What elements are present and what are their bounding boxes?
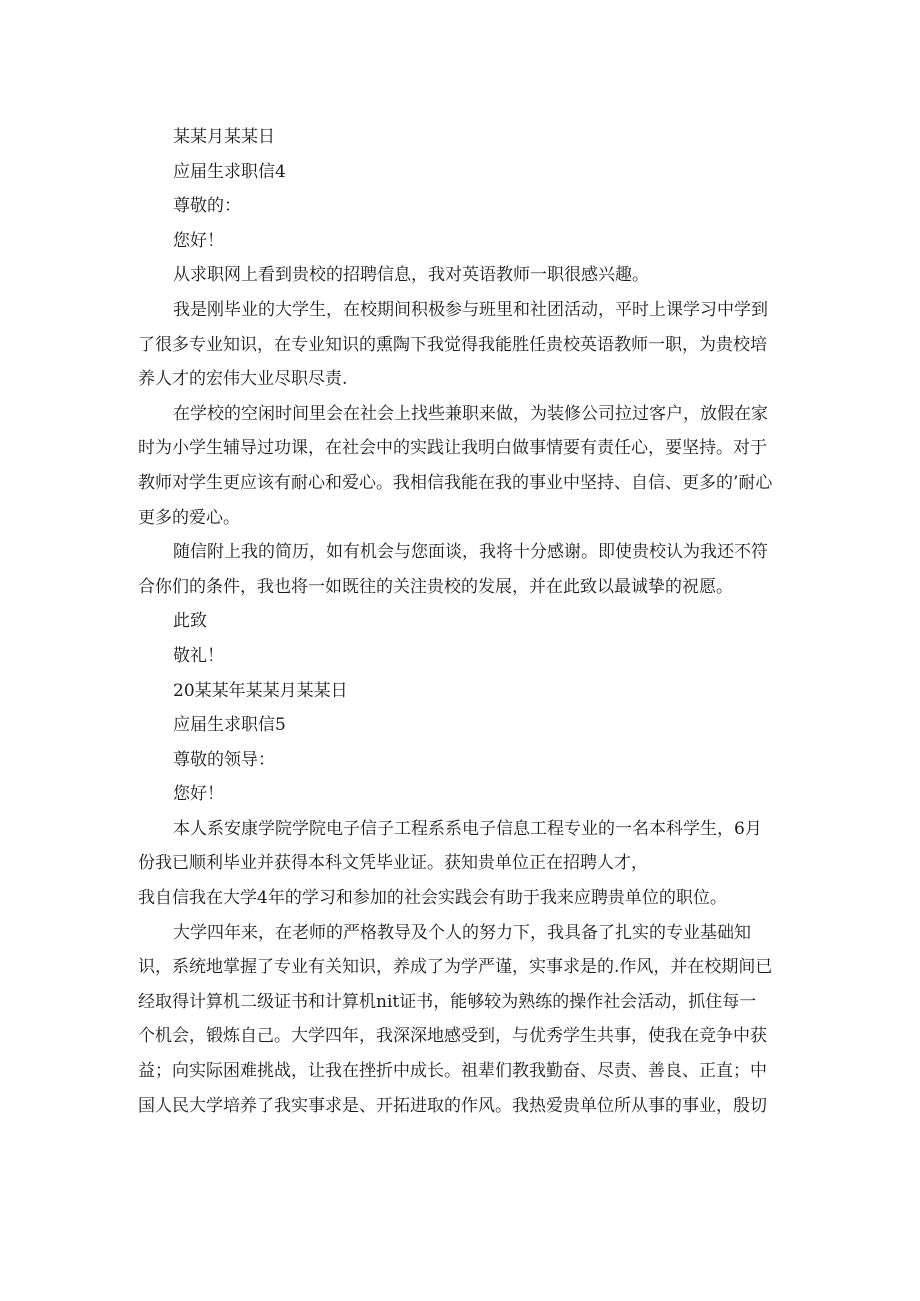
closing: 此致 xyxy=(173,611,207,632)
paragraph-line: 个机会，锻炼自己。大学四年，我深深地感受到，与优秀学生共事，使我在竞争中获 xyxy=(138,1026,767,1047)
paragraph-line: 随信附上我的简历，如有机会与您面谈，我将十分感谢。即使贵校认为我还不符 xyxy=(173,542,768,563)
paragraph-line: 教师对学生更应该有耐心和爱心。我相信我能在我的事业中坚持、自信、更多的’耐心 xyxy=(138,472,773,493)
greeting: 您好！ xyxy=(173,784,224,805)
paragraph-line: 国人民大学培养了我实事求是、开拓进取的作风。我热爱贵单位所从事的事业，殷切 xyxy=(138,1095,767,1116)
paragraph-line: 我是刚毕业的大学生，在校期间积极参与班里和社团活动，平时上课学习中学到 xyxy=(173,299,768,320)
date-line: 某某月某某日 xyxy=(173,127,275,147)
paragraph-line: 更多的爱心。 xyxy=(138,507,240,528)
paragraph-line: 从求职网上看到贵校的招聘信息，我对英语教师一职很感兴趣。 xyxy=(173,265,649,286)
paragraph-line: 养人才的宏伟大业尽职尽责. xyxy=(138,369,348,390)
paragraph-line: 本人系安康学院学院电子信子工程系系电子信息工程专业的一名本科学生，6月 xyxy=(173,818,762,839)
letter-body xyxy=(135,120,775,1123)
paragraph-line: 我自信我在大学4年的学习和参加的社会实践会有助于我来应聘贵单位的职位。 xyxy=(138,888,727,909)
paragraph-line: 合你们的条件，我也将一如既往的关注贵校的发展，并在此致以最诚挚的祝愿。 xyxy=(138,576,733,597)
salutation: 尊敬的领导： xyxy=(173,749,275,770)
closing-regards: 敬礼！ xyxy=(173,645,224,666)
greeting: 您好！ xyxy=(173,230,224,251)
letter-title: 应届生求职信4 xyxy=(173,161,286,182)
paragraph-line: 大学四年来，在老师的严格教导及个人的努力下，我具备了扎实的专业基础知 xyxy=(173,922,751,943)
signature-date: 20某某年某某月某某日 xyxy=(173,680,348,701)
paragraph-line: 份我已顺利毕业并获得本科文凭毕业证。获知贵单位正在招聘人才， xyxy=(138,853,648,874)
paragraph-line: 识，系统地掌握了专业有关知识，养成了为学严谨，实事求是的.作风，并在校期间已 xyxy=(138,957,773,978)
paragraph-line: 在学校的空闲时间里会在社会上找些兼职来做，为装修公司拉过客户，放假在家 xyxy=(173,403,768,424)
salutation: 尊敬的： xyxy=(173,196,241,217)
paragraph-line: 时为小学生辅导过功课，在社会中的实践让我明白做事情要有责任心，要坚持。对于 xyxy=(138,438,767,459)
paragraph-line: 经取得计算机二级证书和计算机nit证书，能够较为熟练的操作社会活动，抓住每一 xyxy=(138,991,757,1012)
paragraph-line: 益；向实际困难挑战，让我在挫折中成长。祖辈们教我勤奋、尽责、善良、正直；中 xyxy=(138,1061,767,1082)
letter-title: 应届生求职信5 xyxy=(173,715,286,736)
paragraph-line: 了很多专业知识，在专业知识的熏陶下我觉得我能胜任贵校英语教师一职，为贵校培 xyxy=(138,334,767,355)
